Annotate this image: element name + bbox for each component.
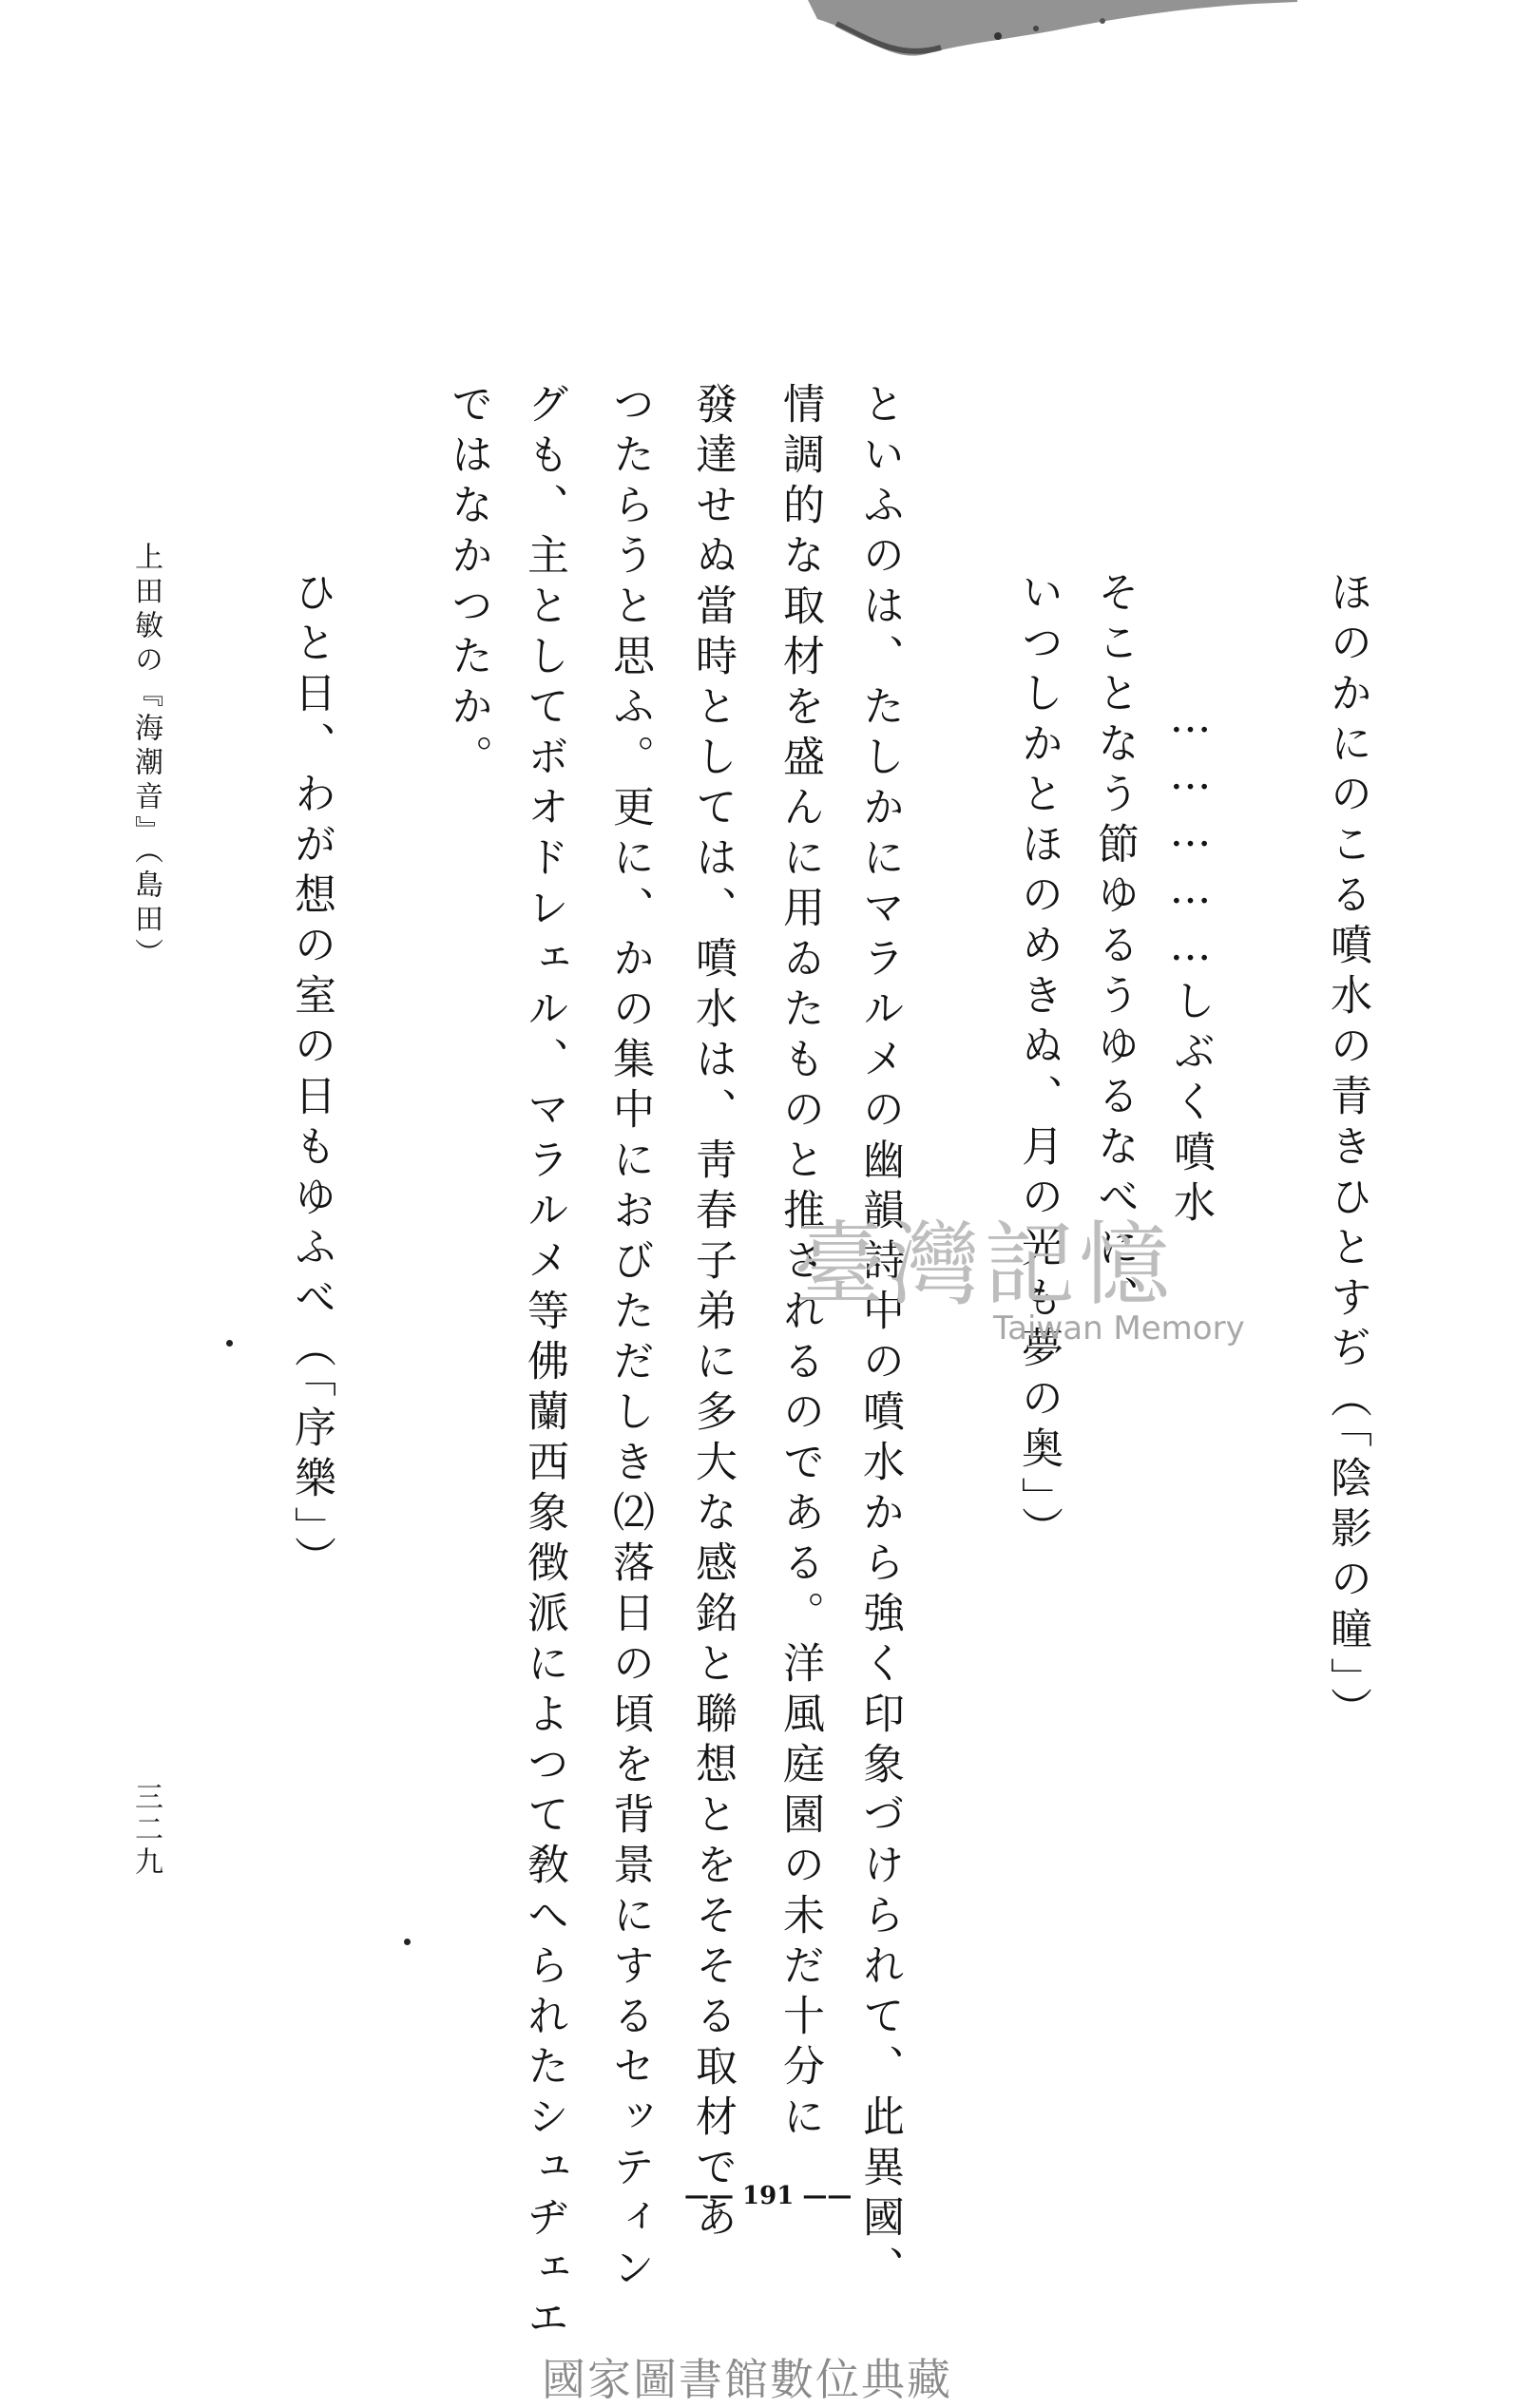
- watermark-english: Taiwan Memory: [993, 1309, 1245, 1347]
- text-column-1: ほのかにのこる噴水の青きひとすぢ（「陰影の瞳」）: [1323, 570, 1371, 1737]
- library-footer: 國家圖書館數位典藏: [542, 2354, 952, 2405]
- text-column-10: ではなかつたか。: [444, 382, 492, 785]
- running-head: 上田敏の『海潮音』（島田）: [129, 542, 163, 972]
- text-column-4: いつしかとほのめきぬ、月の光も夢の奥」）: [1014, 570, 1063, 1557]
- page-folio: —— 191 ——: [684, 2182, 853, 2210]
- text-column-5: といふのは、たしかにマラルメの幽韻詩中の噴水から強く印象づけられて、此異國、: [855, 382, 904, 2296]
- text-column-6: 情調的な取材を盛んに用ゐたものと推されるのである。洋風庭園の未だ十分に: [776, 382, 824, 2145]
- scan-speck: [404, 1939, 411, 1945]
- text-column-2: ……………しぶく噴水: [1166, 694, 1215, 1231]
- text-column-11: ひと日、わが想の室の日もゆふべ（「序樂」）: [287, 570, 335, 1586]
- scan-smudge: [808, 0, 1302, 67]
- page-number-jp: 三二九: [129, 1782, 163, 1879]
- watermark-chinese: 臺灣記憶: [794, 1212, 1174, 1318]
- scan-speck: [226, 1340, 233, 1347]
- text-column-7: 發達せぬ當時としては、噴水は、靑春子弟に多大な感銘と聯想とをそそる取材であ: [688, 382, 737, 2246]
- text-column-8: つたらうと思ふ。更に、かの集中におびただしき⑵落日の頃を背景にするセッティン: [605, 382, 654, 2296]
- text-column-9: グも、主としてボオドレェル、マラルメ等佛蘭西象徴派によつて敎へられたシュヂェエ: [520, 382, 568, 2346]
- text-column-3: そことなう節ゆるうゆるなべに、: [1090, 570, 1139, 1326]
